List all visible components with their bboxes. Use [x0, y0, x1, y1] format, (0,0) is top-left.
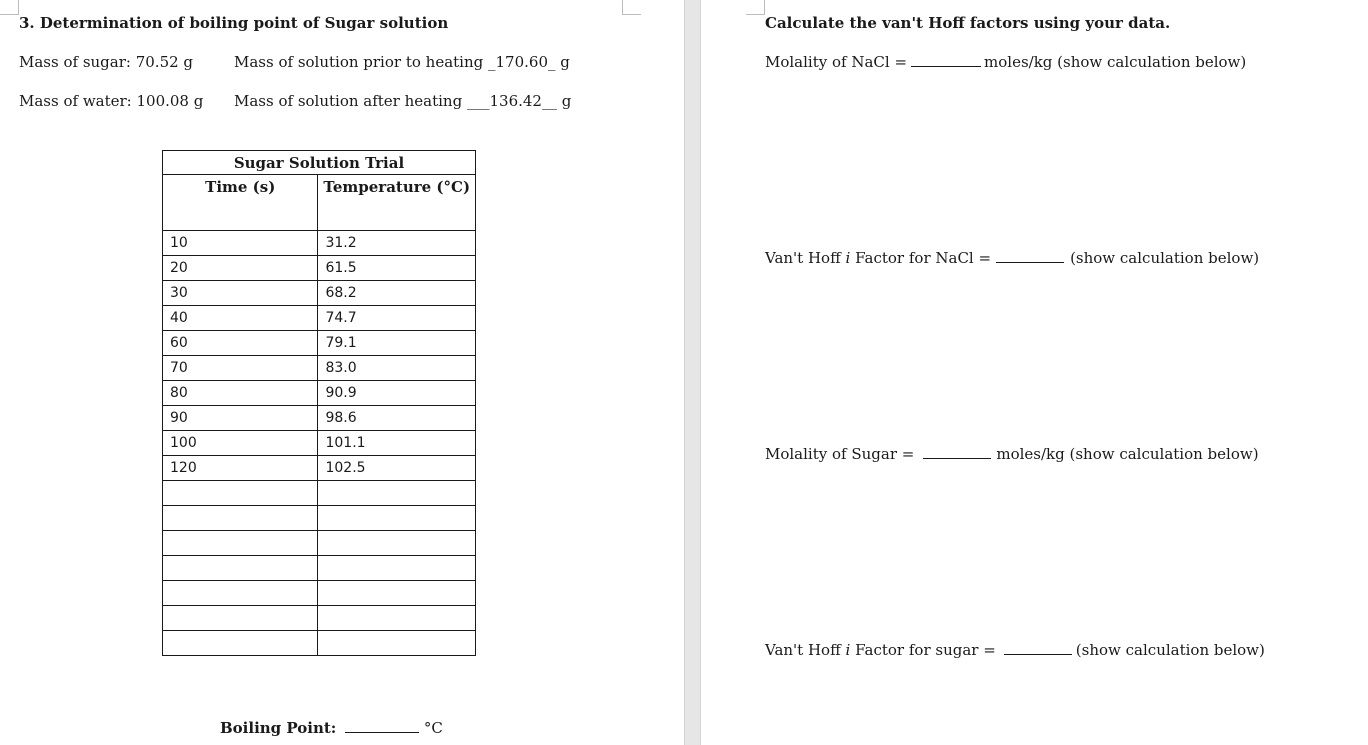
vanthoff-sugar-blank[interactable]: [1004, 642, 1072, 655]
time-cell: 100: [163, 431, 318, 456]
vanthoff-nacl-suffix: (show calculation below): [1070, 249, 1260, 267]
table-row: [163, 456, 476, 481]
vanthoff-nacl-blank[interactable]: [996, 250, 1064, 263]
mass-after-unit: g: [561, 92, 572, 110]
time-cell: 40: [163, 306, 318, 331]
temperature-cell: 102.5: [318, 456, 476, 481]
sugar-trial-table: [162, 150, 476, 656]
vanthoff-sugar-prefix: Van't Hoff: [765, 641, 841, 659]
table-row: [163, 531, 476, 556]
vanthoff-sugar-line: [765, 641, 1265, 659]
time-cell: [163, 481, 318, 506]
temperature-cell: 61.5: [318, 256, 476, 281]
table-row: [163, 606, 476, 631]
temperature-cell: [318, 481, 476, 506]
mass-after-label: Mass of solution after heating: [234, 92, 463, 110]
time-cell: 20: [163, 256, 318, 281]
molality-nacl-line: [765, 53, 1246, 71]
column-header-time: Time (s): [163, 175, 318, 231]
mass-after-value: ___136.42__: [466, 92, 557, 110]
table-row: [163, 356, 476, 381]
vanthoff-nacl-line: [765, 249, 1259, 267]
molality-nacl-blank[interactable]: [911, 54, 981, 67]
table-row: [163, 631, 476, 656]
table-row: [163, 406, 476, 431]
vanthoff-nacl-label: Factor for NaCl =: [855, 249, 992, 267]
time-cell: [163, 581, 318, 606]
temperature-cell: 79.1: [318, 331, 476, 356]
molality-nacl-label: Molality of NaCl =: [765, 53, 908, 71]
table-row: [163, 306, 476, 331]
temperature-cell: [318, 606, 476, 631]
table-row: [163, 381, 476, 406]
temperature-cell: 98.6: [318, 406, 476, 431]
vanthoff-sugar-suffix: (show calculation below): [1075, 641, 1265, 659]
time-cell: 70: [163, 356, 318, 381]
temperature-cell: 101.1: [318, 431, 476, 456]
table-row: [163, 556, 476, 581]
boiling-point-label: Boiling Point:: [220, 719, 337, 737]
time-cell: 60: [163, 331, 318, 356]
table-title: Sugar Solution Trial: [163, 151, 476, 175]
mass-sugar-text: Mass of sugar: 70.52 g: [19, 53, 194, 71]
temperature-cell: [318, 506, 476, 531]
time-cell: [163, 556, 318, 581]
temperature-cell: 90.9: [318, 381, 476, 406]
molality-nacl-suffix: moles/kg (show calculation below): [984, 53, 1247, 71]
boiling-point-line: [220, 719, 443, 737]
mass-after-heating: [234, 92, 571, 110]
molality-sugar-blank[interactable]: [923, 446, 991, 459]
table-row: [163, 281, 476, 306]
time-cell: [163, 631, 318, 656]
time-cell: 120: [163, 456, 318, 481]
boiling-point-blank[interactable]: [345, 720, 419, 733]
temperature-cell: 83.0: [318, 356, 476, 381]
crop-mark: [0, 0, 19, 15]
mass-before-label: Mass of solution prior to heating: [234, 53, 484, 71]
table-row: [163, 231, 476, 256]
mass-before-unit: g: [560, 53, 570, 71]
temperature-cell: 31.2: [318, 231, 476, 256]
table-row: [163, 331, 476, 356]
time-cell: 30: [163, 281, 318, 306]
section-heading: 3. Determination of boiling point of Sugar solution: [19, 14, 449, 32]
table-row: [163, 581, 476, 606]
crop-mark: [746, 0, 765, 15]
mass-before-value: _170.60_: [488, 53, 556, 71]
time-cell: [163, 531, 318, 556]
temperature-cell: 68.2: [318, 281, 476, 306]
vanthoff-sugar-label: Factor for sugar =: [855, 641, 996, 659]
calc-heading: Calculate the van't Hoff factors using your data.: [765, 14, 1171, 32]
molality-sugar-line: [765, 445, 1259, 463]
time-cell: [163, 606, 318, 631]
time-cell: 10: [163, 231, 318, 256]
temperature-cell: [318, 556, 476, 581]
column-header-temperature: Temperature (°C): [318, 175, 476, 231]
temperature-cell: [318, 581, 476, 606]
mass-water-text: Mass of water: 100.08 g: [19, 92, 204, 110]
page-gutter: [684, 0, 701, 745]
temperature-cell: [318, 531, 476, 556]
time-cell: 80: [163, 381, 318, 406]
time-cell: [163, 506, 318, 531]
temperature-cell: [318, 631, 476, 656]
right-page: [701, 0, 1368, 745]
molality-sugar-suffix: moles/kg (show calculation below): [996, 445, 1259, 463]
vanthoff-sugar-italic: i: [845, 641, 851, 659]
molality-sugar-label: Molality of Sugar =: [765, 445, 915, 463]
mass-before-heating: [234, 53, 570, 71]
vanthoff-nacl-prefix: Van't Hoff: [765, 249, 841, 267]
time-cell: 90: [163, 406, 318, 431]
temperature-cell: 74.7: [318, 306, 476, 331]
table-row: [163, 431, 476, 456]
crop-mark: [622, 0, 641, 15]
table-row: [163, 481, 476, 506]
boiling-point-unit: °C: [423, 719, 443, 737]
vanthoff-nacl-italic: i: [845, 249, 851, 267]
table-row: [163, 256, 476, 281]
table-row: [163, 506, 476, 531]
